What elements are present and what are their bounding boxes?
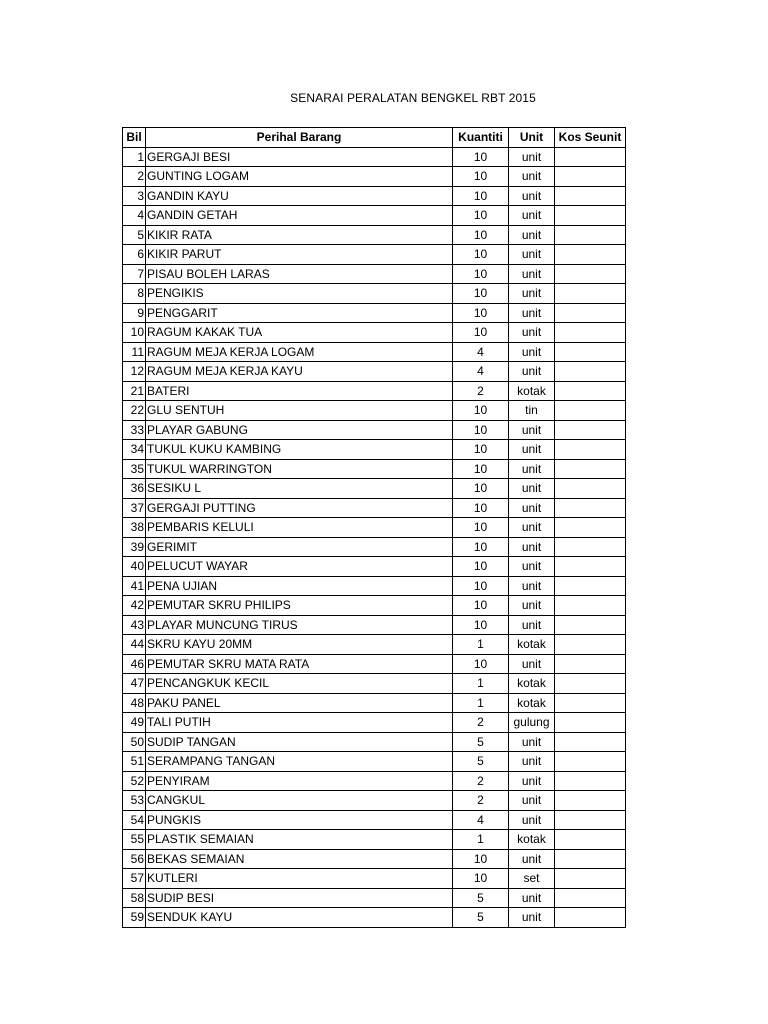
table-row (123, 303, 626, 323)
cell-kuantiti: 10 (453, 459, 509, 479)
cell-kos (555, 167, 626, 187)
cell-kos (555, 459, 626, 479)
cell-unit: unit (509, 245, 555, 265)
cell-kuantiti: 1 (453, 674, 509, 694)
cell-bil: 36 (123, 479, 146, 499)
cell-kuantiti: 5 (453, 908, 509, 928)
cell-kuantiti: 10 (453, 596, 509, 616)
cell-unit: unit (509, 206, 555, 226)
table-row (123, 635, 626, 655)
cell-bil: 47 (123, 674, 146, 694)
cell-kos (555, 401, 626, 421)
cell-unit: unit (509, 771, 555, 791)
header-perihal: Perihal Barang (146, 128, 453, 148)
cell-kos (555, 908, 626, 928)
table-row (123, 810, 626, 830)
cell-bil: 4 (123, 206, 146, 226)
table-row (123, 147, 626, 167)
cell-bil: 2 (123, 167, 146, 187)
cell-unit: kotak (509, 674, 555, 694)
cell-kuantiti: 10 (453, 147, 509, 167)
cell-perihal: BATERI (146, 381, 453, 401)
cell-kuantiti: 1 (453, 830, 509, 850)
cell-unit: unit (509, 147, 555, 167)
cell-bil: 44 (123, 635, 146, 655)
cell-perihal: PELUCUT WAYAR (146, 557, 453, 577)
cell-kuantiti: 1 (453, 693, 509, 713)
cell-perihal: KIKIR PARUT (146, 245, 453, 265)
cell-kos (555, 849, 626, 869)
table-row (123, 908, 626, 928)
cell-kos (555, 693, 626, 713)
table-row (123, 615, 626, 635)
cell-kos (555, 596, 626, 616)
cell-kos (555, 342, 626, 362)
cell-kos (555, 284, 626, 304)
cell-kos (555, 888, 626, 908)
table-row (123, 420, 626, 440)
table-row (123, 674, 626, 694)
cell-bil: 11 (123, 342, 146, 362)
cell-kuantiti: 10 (453, 186, 509, 206)
cell-kuantiti: 2 (453, 791, 509, 811)
cell-perihal: GANDIN GETAH (146, 206, 453, 226)
cell-bil: 39 (123, 537, 146, 557)
cell-kuantiti: 2 (453, 713, 509, 733)
table-row (123, 849, 626, 869)
cell-perihal: RAGUM MEJA KERJA KAYU (146, 362, 453, 382)
table-row (123, 381, 626, 401)
cell-bil: 49 (123, 713, 146, 733)
cell-unit: unit (509, 752, 555, 772)
cell-bil: 59 (123, 908, 146, 928)
cell-bil: 6 (123, 245, 146, 265)
cell-perihal: PAKU PANEL (146, 693, 453, 713)
cell-perihal: GERIMIT (146, 537, 453, 557)
table-row (123, 323, 626, 343)
cell-unit: unit (509, 420, 555, 440)
cell-kuantiti: 10 (453, 498, 509, 518)
cell-kuantiti: 10 (453, 479, 509, 499)
cell-perihal: TUKUL KUKU KAMBING (146, 440, 453, 460)
cell-kos (555, 264, 626, 284)
cell-kuantiti: 10 (453, 654, 509, 674)
cell-bil: 22 (123, 401, 146, 421)
cell-kos (555, 303, 626, 323)
cell-unit: unit (509, 479, 555, 499)
cell-kos (555, 440, 626, 460)
cell-unit: tin (509, 401, 555, 421)
cell-perihal: KUTLERI (146, 869, 453, 889)
cell-unit: kotak (509, 693, 555, 713)
cell-kos (555, 810, 626, 830)
cell-unit: unit (509, 908, 555, 928)
header-kos: Kos Seunit (555, 128, 626, 148)
table-row (123, 459, 626, 479)
cell-perihal: PENGGARIT (146, 303, 453, 323)
cell-kos (555, 771, 626, 791)
cell-kos (555, 576, 626, 596)
cell-perihal: SUDIP BESI (146, 888, 453, 908)
cell-kuantiti: 10 (453, 518, 509, 538)
cell-kuantiti: 10 (453, 284, 509, 304)
cell-kuantiti: 10 (453, 401, 509, 421)
table-row (123, 771, 626, 791)
cell-perihal: PENGIKIS (146, 284, 453, 304)
cell-kuantiti: 10 (453, 440, 509, 460)
cell-perihal: SERAMPANG TANGAN (146, 752, 453, 772)
cell-kos (555, 381, 626, 401)
cell-kos (555, 869, 626, 889)
cell-kos (555, 830, 626, 850)
cell-kuantiti: 10 (453, 537, 509, 557)
cell-bil: 58 (123, 888, 146, 908)
document-title: SENARAI PERALATAN BENGKEL RBT 2015 (290, 91, 536, 105)
cell-unit: unit (509, 186, 555, 206)
cell-unit: kotak (509, 830, 555, 850)
cell-perihal: GUNTING LOGAM (146, 167, 453, 187)
cell-kos (555, 557, 626, 577)
cell-perihal: PENYIRAM (146, 771, 453, 791)
table-row (123, 186, 626, 206)
table-row (123, 264, 626, 284)
cell-kos (555, 615, 626, 635)
cell-unit: set (509, 869, 555, 889)
cell-kos (555, 362, 626, 382)
cell-perihal: GERGAJI BESI (146, 147, 453, 167)
cell-kos (555, 537, 626, 557)
table-row (123, 362, 626, 382)
cell-kos (555, 225, 626, 245)
cell-bil: 35 (123, 459, 146, 479)
cell-kuantiti: 10 (453, 167, 509, 187)
cell-kuantiti: 10 (453, 206, 509, 226)
cell-unit: unit (509, 654, 555, 674)
header-unit: Unit (509, 128, 555, 148)
cell-bil: 43 (123, 615, 146, 635)
table-row (123, 401, 626, 421)
cell-bil: 48 (123, 693, 146, 713)
cell-perihal: RAGUM MEJA KERJA LOGAM (146, 342, 453, 362)
table-row (123, 342, 626, 362)
cell-bil: 52 (123, 771, 146, 791)
cell-kuantiti: 10 (453, 245, 509, 265)
cell-kuantiti: 2 (453, 381, 509, 401)
cell-perihal: PEMBARIS KELULI (146, 518, 453, 538)
cell-unit: unit (509, 615, 555, 635)
cell-bil: 7 (123, 264, 146, 284)
cell-kuantiti: 4 (453, 342, 509, 362)
cell-bil: 56 (123, 849, 146, 869)
cell-kuantiti: 2 (453, 771, 509, 791)
cell-perihal: RAGUM KAKAK TUA (146, 323, 453, 343)
table-row (123, 225, 626, 245)
cell-kos (555, 791, 626, 811)
cell-kos (555, 479, 626, 499)
cell-kuantiti: 10 (453, 615, 509, 635)
cell-kuantiti: 1 (453, 635, 509, 655)
table-row (123, 167, 626, 187)
cell-bil: 46 (123, 654, 146, 674)
cell-perihal: PEMUTAR SKRU PHILIPS (146, 596, 453, 616)
cell-bil: 37 (123, 498, 146, 518)
cell-perihal: PLAYAR MUNCUNG TIRUS (146, 615, 453, 635)
cell-unit: unit (509, 498, 555, 518)
cell-unit: unit (509, 264, 555, 284)
table-row (123, 245, 626, 265)
cell-kos (555, 323, 626, 343)
table-row (123, 654, 626, 674)
table-row (123, 284, 626, 304)
cell-kos (555, 498, 626, 518)
cell-bil: 10 (123, 323, 146, 343)
cell-kuantiti: 10 (453, 849, 509, 869)
cell-unit: unit (509, 791, 555, 811)
cell-bil: 8 (123, 284, 146, 304)
cell-kos (555, 147, 626, 167)
cell-kos (555, 732, 626, 752)
table-row (123, 537, 626, 557)
cell-perihal: PENA UJIAN (146, 576, 453, 596)
table-row (123, 713, 626, 733)
cell-unit: unit (509, 342, 555, 362)
cell-kuantiti: 10 (453, 264, 509, 284)
cell-bil: 54 (123, 810, 146, 830)
cell-kos (555, 186, 626, 206)
cell-kuantiti: 5 (453, 732, 509, 752)
cell-kos (555, 635, 626, 655)
cell-bil: 33 (123, 420, 146, 440)
cell-unit: unit (509, 849, 555, 869)
cell-bil: 41 (123, 576, 146, 596)
cell-bil: 57 (123, 869, 146, 889)
cell-bil: 50 (123, 732, 146, 752)
cell-kuantiti: 5 (453, 752, 509, 772)
cell-bil: 12 (123, 362, 146, 382)
cell-kuantiti: 4 (453, 362, 509, 382)
cell-unit: unit (509, 323, 555, 343)
table-row (123, 693, 626, 713)
cell-kos (555, 752, 626, 772)
cell-kos (555, 654, 626, 674)
cell-kos (555, 674, 626, 694)
cell-bil: 9 (123, 303, 146, 323)
cell-unit: unit (509, 284, 555, 304)
cell-perihal: SKRU KAYU 20MM (146, 635, 453, 655)
cell-kos (555, 518, 626, 538)
cell-unit: unit (509, 537, 555, 557)
cell-kuantiti: 5 (453, 888, 509, 908)
cell-kuantiti: 10 (453, 576, 509, 596)
cell-kos (555, 713, 626, 733)
cell-unit: unit (509, 888, 555, 908)
cell-perihal: TUKUL WARRINGTON (146, 459, 453, 479)
table-row (123, 596, 626, 616)
cell-bil: 5 (123, 225, 146, 245)
equipment-table (122, 127, 626, 928)
cell-kos (555, 420, 626, 440)
table-row (123, 869, 626, 889)
table-row (123, 479, 626, 499)
cell-perihal: TALI PUTIH (146, 713, 453, 733)
cell-kuantiti: 10 (453, 323, 509, 343)
cell-perihal: GLU SENTUH (146, 401, 453, 421)
table-header-row (123, 128, 626, 148)
table-row (123, 888, 626, 908)
cell-unit: unit (509, 810, 555, 830)
cell-kuantiti: 10 (453, 225, 509, 245)
cell-unit: unit (509, 225, 555, 245)
cell-unit: unit (509, 362, 555, 382)
cell-unit: unit (509, 303, 555, 323)
cell-unit: unit (509, 576, 555, 596)
cell-perihal: KIKIR RATA (146, 225, 453, 245)
table-row (123, 557, 626, 577)
header-bil: Bil (123, 128, 146, 148)
cell-bil: 53 (123, 791, 146, 811)
cell-perihal: BEKAS SEMAIAN (146, 849, 453, 869)
cell-kuantiti: 4 (453, 810, 509, 830)
cell-kos (555, 245, 626, 265)
cell-bil: 1 (123, 147, 146, 167)
table-row (123, 732, 626, 752)
cell-unit: unit (509, 732, 555, 752)
table-body (123, 147, 626, 927)
cell-kuantiti: 10 (453, 557, 509, 577)
cell-perihal: PUNGKIS (146, 810, 453, 830)
cell-unit: gulung (509, 713, 555, 733)
table-row (123, 498, 626, 518)
header-kuantiti: Kuantiti (453, 128, 509, 148)
cell-unit: unit (509, 167, 555, 187)
cell-kos (555, 206, 626, 226)
cell-perihal: PEMUTAR SKRU MATA RATA (146, 654, 453, 674)
cell-perihal: SESIKU L (146, 479, 453, 499)
cell-kuantiti: 10 (453, 303, 509, 323)
cell-perihal: GERGAJI PUTTING (146, 498, 453, 518)
cell-perihal: PENCANGKUK KECIL (146, 674, 453, 694)
table-row (123, 518, 626, 538)
cell-perihal: PLASTIK SEMAIAN (146, 830, 453, 850)
table-row (123, 830, 626, 850)
cell-kuantiti: 10 (453, 869, 509, 889)
cell-bil: 51 (123, 752, 146, 772)
table-row (123, 440, 626, 460)
cell-bil: 38 (123, 518, 146, 538)
cell-bil: 55 (123, 830, 146, 850)
cell-unit: unit (509, 440, 555, 460)
cell-bil: 40 (123, 557, 146, 577)
table-row (123, 206, 626, 226)
cell-perihal: PISAU BOLEH LARAS (146, 264, 453, 284)
cell-unit: unit (509, 596, 555, 616)
cell-perihal: PLAYAR GABUNG (146, 420, 453, 440)
table-row (123, 752, 626, 772)
table-row (123, 791, 626, 811)
cell-perihal: SUDIP TANGAN (146, 732, 453, 752)
cell-bil: 3 (123, 186, 146, 206)
cell-bil: 21 (123, 381, 146, 401)
cell-unit: unit (509, 557, 555, 577)
cell-perihal: GANDIN KAYU (146, 186, 453, 206)
cell-unit: unit (509, 459, 555, 479)
cell-bil: 42 (123, 596, 146, 616)
cell-unit: kotak (509, 381, 555, 401)
cell-unit: kotak (509, 635, 555, 655)
cell-unit: unit (509, 518, 555, 538)
cell-kuantiti: 10 (453, 420, 509, 440)
cell-perihal: SENDUK KAYU (146, 908, 453, 928)
table-row (123, 576, 626, 596)
cell-perihal: CANGKUL (146, 791, 453, 811)
cell-bil: 34 (123, 440, 146, 460)
